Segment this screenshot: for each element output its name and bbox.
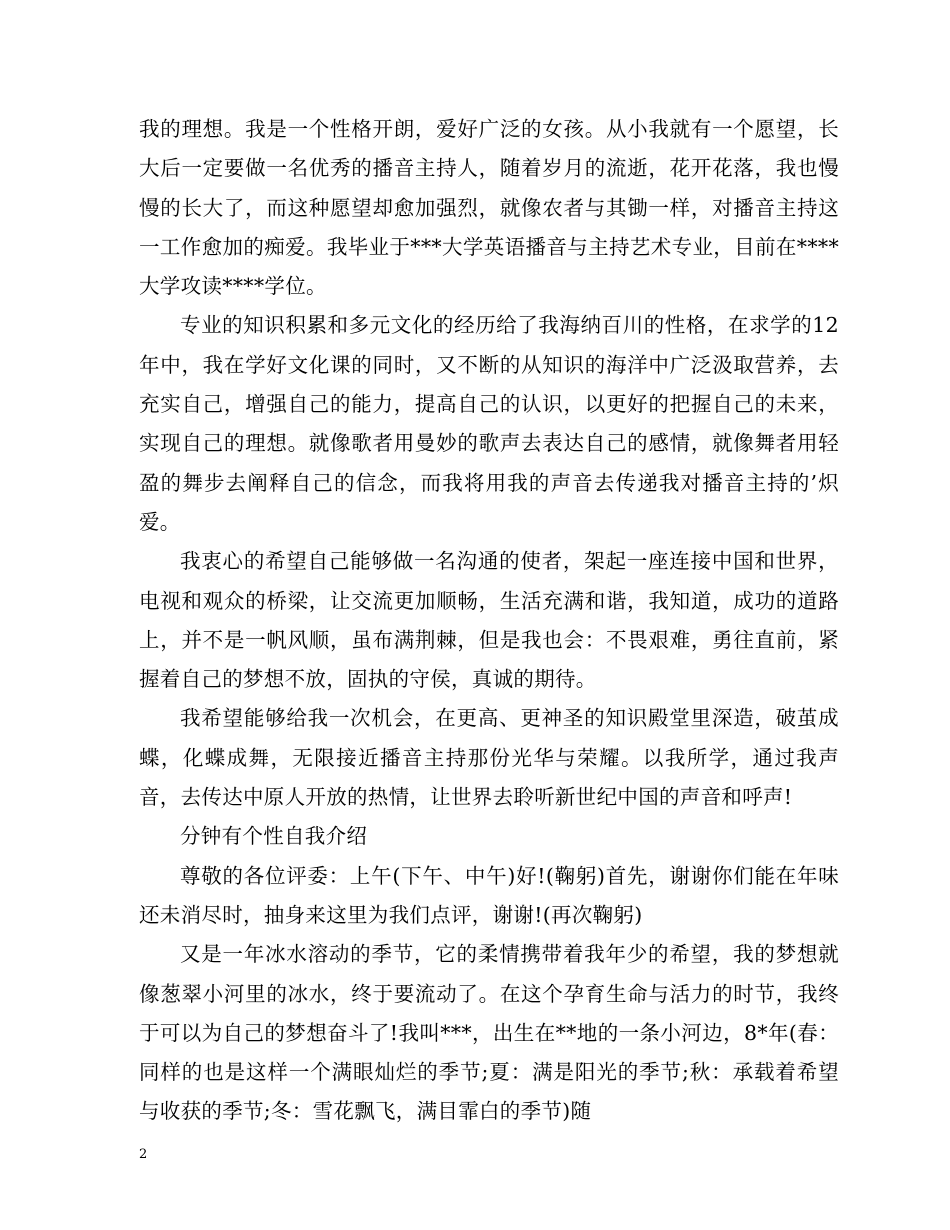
paragraph-career-dream: 我的理想。我是一个性格开朗，爱好广泛的女孩。从小我就有一个愿望，长大后一定要做一名优秀的播音主持人，随着岁月的流逝，花开花落，我也慢慢的长大了，而这种愿望却愈加强烈，就像农者与其锄一样，对播音主持这一工作愈加的痴爱。我毕业于***大学英语播音与主持艺术专业，目前在****大学攻读****学位。 bbox=[139, 117, 839, 299]
paragraph-introduction: 又是一年冰水溶动的季节，它的柔情携带着我年少的希望，我的梦想就像葱翠小河里的冰水，终于要流动了。在这个孕育生命与活力的时节，我终于可以为自己的梦想奋斗了!我叫***，出生在**地的一条小河边，8*年(春：同样的也是这样一个满眼灿烂的季节;夏：满是阳光的季节;秋：承载着希望与收获的季节;冬：雪花飘飞，满目霏白的季节)随 bbox=[139, 942, 839, 1124]
body-text bbox=[139, 110, 839, 1132]
section-heading: 分钟有个性自我介绍 bbox=[180, 824, 368, 849]
page-number: 2 bbox=[139, 1147, 148, 1162]
paragraph-request: 我希望能够给我一次机会，在更高、更神圣的知识殿堂里深造，破茧成蝶，化蝶成舞，无限接近播音主持那份光华与荣耀。以我所学，通过我声音，去传达中原人开放的热情，让世界去聆听新世纪中国的声音和呼声! bbox=[139, 706, 839, 810]
paragraph-education: 专业的知识积累和多元文化的经历给了我海纳百川的性格，在求学的12年中，我在学好文化课的同时，又不断的从知识的海洋中广泛汲取营养，去充实自己，增强自己的能力，提高自己的认识，以更好的把握自己的未来，实现自己的理想。就像歌者用曼妙的歌声去表达自己的感情，就像舞者用轻盈的舞步去阐释自己的信念，而我将用我的声音去传递我对播音主持的’炽爱。 bbox=[139, 313, 839, 534]
paragraph-greeting: 尊敬的各位评委：上午(下午、中午)好!(鞠躬)首先，谢谢你们能在年味还未消尽时，抽身来这里为我们点评，谢谢!(再次鞠躬) bbox=[139, 863, 839, 927]
paragraph-aspiration: 我衷心的希望自己能够做一名沟通的使者，架起一座连接中国和世界，电视和观众的桥梁，让交流更加顺畅，生活充满和谐，我知道，成功的道路上，并不是一帆风顺，虽布满荆棘，但是我也会：不畏艰难，勇往直前，紧握着自己的梦想不放，固执的守侯，真诚的期待。 bbox=[139, 549, 839, 692]
